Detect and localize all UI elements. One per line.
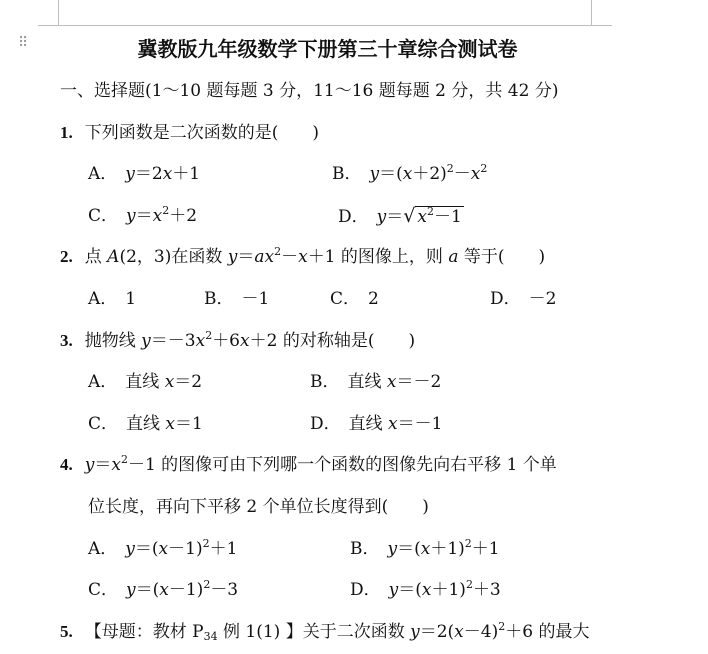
question-number: 1. (60, 123, 73, 142)
document-title: 冀教版九年级数学下册第三十章综合测试卷 (137, 37, 518, 61)
question-5: 5. 【母题：教材 $P_{34}$ 例 1(1) 】关于二次函数 $y=2(x-4)^2+6$ 的最大 (60, 620, 590, 643)
q3-option-a: A． 直线 x＝2 (88, 372, 203, 392)
section-heading: 一、选择题(1～10 题每题 3 分，11～16 题每题 2 分，共 42 分) (60, 81, 559, 101)
q2-option-a: A． 1 (88, 289, 137, 309)
question-4: 4. $y=x^2-1$ 的图像可由下列哪一个函数的图像先向右平移 1 个单 (60, 453, 557, 475)
question-number: 3. (60, 331, 73, 350)
q2-option-d: D． －2 (490, 289, 557, 309)
q1-option-d: D． y＝√ $x^2-1$ (338, 205, 462, 227)
question-2: 2. 点 A(2，3)在函数 $y=ax^2-x+1$ 的图像上，则 a 等于( ) (60, 245, 546, 267)
question-number: 2. (60, 247, 73, 266)
q1-option-a: A． y＝2x＋1 (88, 164, 201, 184)
q4-option-c: C． $y=(x-1)^2-3$ (88, 578, 239, 600)
q3-option-c: C． 直线 x＝1 (88, 414, 203, 434)
page-corner-line-right (591, 25, 612, 26)
q4-option-a: A． $y=(x-1)^2+1$ (88, 537, 238, 559)
question-number: 4. (60, 455, 73, 474)
question-4-continued: 位长度，再向下平移 2 个单位长度得到( ) (88, 497, 429, 517)
question-3: 3. 抛物线 $y=-3x^2+6x+2$ 的对称轴是( ) (60, 329, 416, 351)
question-stem: 下列函数是二次函数的是( ) (84, 123, 320, 143)
question-number: 5. (60, 622, 73, 641)
q1-option-c: C． $y=x^2+2$ (88, 204, 198, 226)
q2-option-b: B． －1 (204, 289, 270, 309)
q3-option-b: B． 直线 x＝－2 (310, 372, 442, 392)
drag-handle-icon[interactable]: ⠿ (18, 35, 27, 51)
q3-option-d: D． 直线 x＝－1 (310, 414, 443, 434)
q4-option-b: B． $y=(x+1)^2+1$ (350, 537, 500, 559)
page-corner-line-left (38, 25, 59, 26)
q1-option-b: B． $y=(x+2)^2-x^2$ (332, 162, 488, 184)
question-1 (60, 122, 319, 144)
q4-option-d: D． $y=(x+1)^2+3$ (350, 578, 501, 600)
page-corner-marks (58, 0, 592, 26)
square-root: √ $x^2-1$ (403, 205, 462, 227)
q2-option-c: C． 2 (330, 289, 379, 309)
